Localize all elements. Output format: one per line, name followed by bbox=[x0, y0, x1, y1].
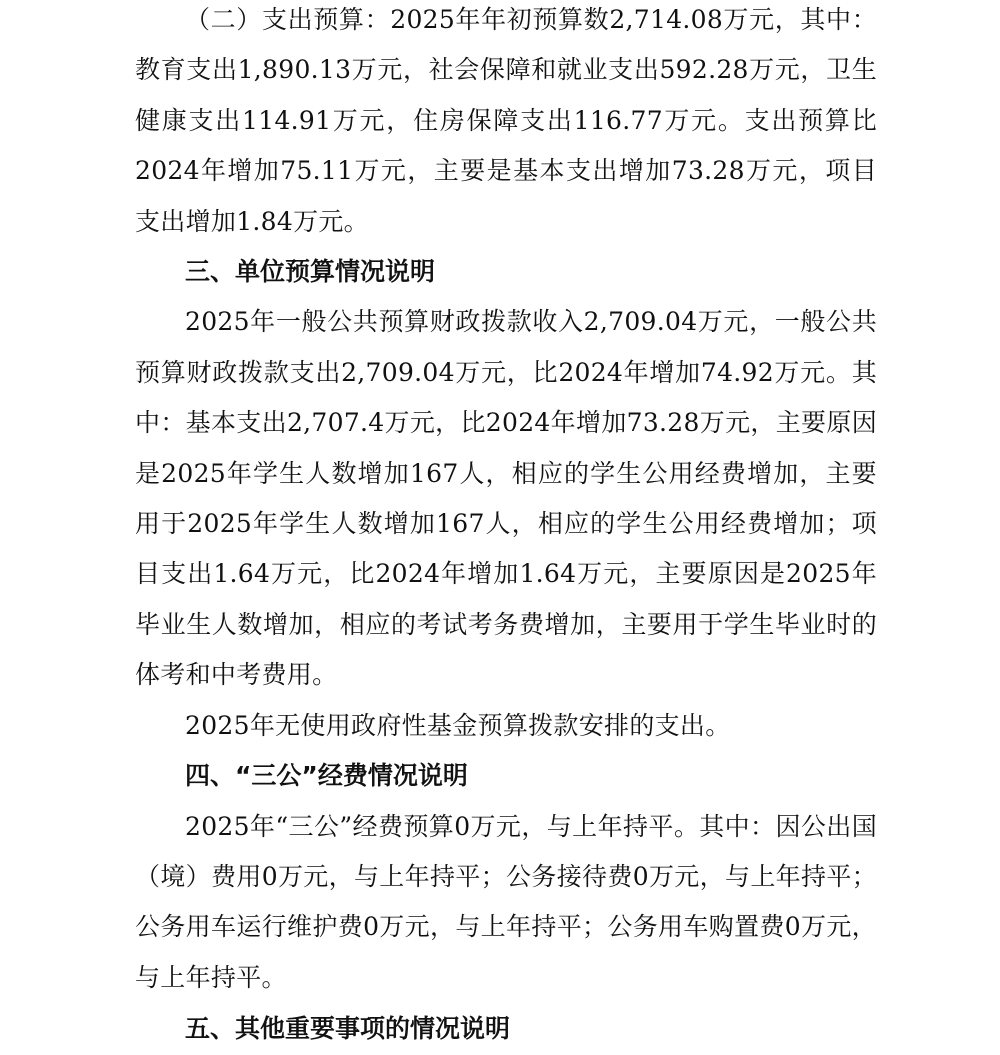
heading-section-5: 五、其他重要事项的情况说明 bbox=[185, 1014, 511, 1044]
document-page bbox=[135, 0, 877, 1055]
paragraph-three-public-expenses: 2025年“三公”经费预算0万元，与上年持平。其中：因公出国（境）费用0万元，与上年持平；公务接待费0万元，与上年持平；公务用车运行维护费0万元，与上年持平；公务用车购置费0万元，与上年持平。 bbox=[135, 811, 877, 992]
paragraph-gov-fund: 2025年无使用政府性基金预算拨款安排的支出。 bbox=[185, 710, 731, 740]
paragraph-expense-budget: （二）支出预算：2025年年初预算数2,714.08万元，其中：教育支出1,890.13万元，社会保障和就业支出592.28万元，卫生健康支出114.91万元，住房保障支出116.77万元。支出预算比2024年增加75.11万元，主要是基本支出增加73.28万元，项目支出增加1.84万元。 bbox=[135, 5, 877, 236]
paragraph-unit-budget: 2025年一般公共预算财政拨款收入2,709.04万元，一般公共预算财政拨款支出2,709.04万元，比2024年增加74.92万元。其中：基本支出2,707.4万元，比2024年增加73.28万元，主要原因是2025年学生人数增加167人，相应的学生公用经费增加，主要用于2025年学生人数增加167人，相应的学生公用经费增加；项目支出1.64万元，比2024年增加1.64万元，主要原因是2025年毕业生人数增加，相应的考试考务费增加，主要用于学生毕业时的体考和中考费用。 bbox=[135, 307, 877, 690]
heading-section-3: 三、单位预算情况说明 bbox=[185, 257, 436, 287]
heading-section-4: 四、“三公”经费情况说明 bbox=[185, 761, 468, 791]
